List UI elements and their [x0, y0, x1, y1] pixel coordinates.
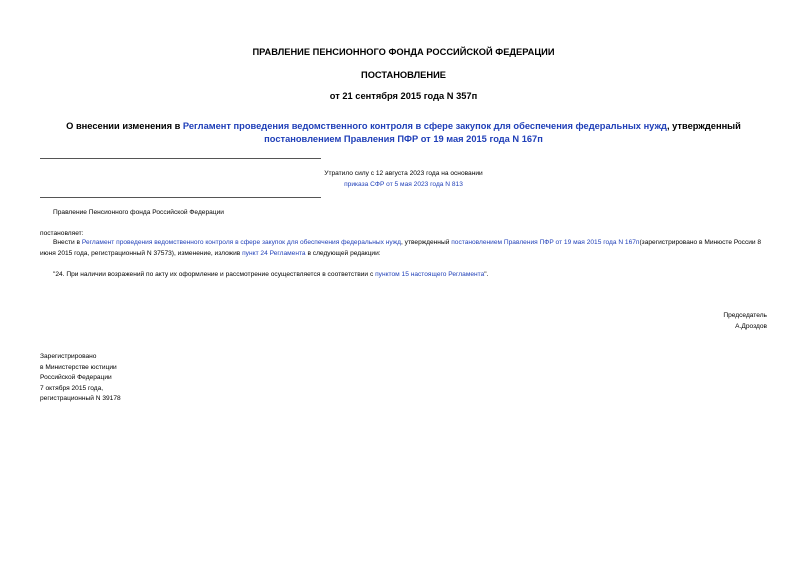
- divider-top: [40, 158, 321, 159]
- registration-line: в Министерстве юстиции: [40, 363, 117, 371]
- registration-line: Российской Федерации: [40, 374, 112, 382]
- expiry-link-order[interactable]: приказа СФР от 5 мая 2023 года N 813: [344, 181, 463, 188]
- p2-text-b: ".: [484, 271, 489, 278]
- signature-block: [723, 311, 767, 332]
- title-link-regulation[interactable]: Регламент проведения ведомственного контроля в сфере закупок для обеспечения федеральных нужд: [182, 121, 667, 131]
- title-link-resolution[interactable]: постановлением Правления ПФР от 19 мая 2015 года N 167п: [264, 133, 543, 144]
- issuing-authority: ПРАВЛЕНИЕ ПЕНСИОННОГО ФОНДА РОССИЙСКОЙ ФЕДЕРАЦИИ: [252, 47, 555, 57]
- title-prefix: О внесении изменения в: [66, 121, 183, 131]
- resolves-text: постановляет:: [40, 230, 84, 237]
- p2-link-clause-15[interactable]: пунктом 15 настоящего Регламента: [375, 271, 485, 278]
- registration-line: 7 октября 2015 года,: [40, 384, 104, 392]
- expiry-notice: [0, 168, 807, 190]
- document-type: ПОСТАНОВЛЕНИЕ: [361, 70, 446, 80]
- paragraph-amendment: [40, 238, 768, 259]
- issuer-text: Правление Пенсионного фонда Российской Федерации: [53, 209, 224, 216]
- registration-line: регистрационный N 39178: [40, 395, 121, 403]
- document-title: [40, 120, 767, 145]
- p1-link-regulation[interactable]: Регламент проведения ведомственного контроля в сфере закупок для обеспечения федеральных нужд: [81, 239, 401, 246]
- p1-link-clause-24[interactable]: пункт 24 Регламента: [242, 249, 306, 257]
- p1-link-resolution[interactable]: постановлением Правления ПФР от 19 мая 2015 года N 167п: [451, 239, 640, 246]
- expiry-text: Утратило силу с 12 августа 2023 года на основании: [324, 170, 483, 177]
- p2-text-a: "24. При наличии возражений по акту их оформление и рассмотрение осуществляется в соответствии с: [53, 271, 376, 278]
- registration-block: [40, 352, 121, 405]
- signature-position: Председатель: [723, 312, 767, 319]
- p1-text-c: (зарегистрировано в Минюсте России 8 июня 2015 года, регистрационный N 37573), изменение, изложив: [40, 239, 762, 257]
- p1-text-d: в следующей редакции:: [305, 249, 381, 257]
- title-middle: , утвержденный: [666, 121, 741, 131]
- p1-text-a: Внести в: [53, 239, 82, 246]
- divider-bottom: [40, 197, 321, 198]
- paragraph-new-clause: [53, 270, 488, 280]
- document-date-number: от 21 сентября 2015 года N 357п: [329, 91, 478, 101]
- registration-line: Зарегистрировано: [40, 353, 97, 360]
- signature-name: А.Дроздов: [735, 322, 767, 330]
- p1-text-b: , утвержденный: [401, 239, 452, 246]
